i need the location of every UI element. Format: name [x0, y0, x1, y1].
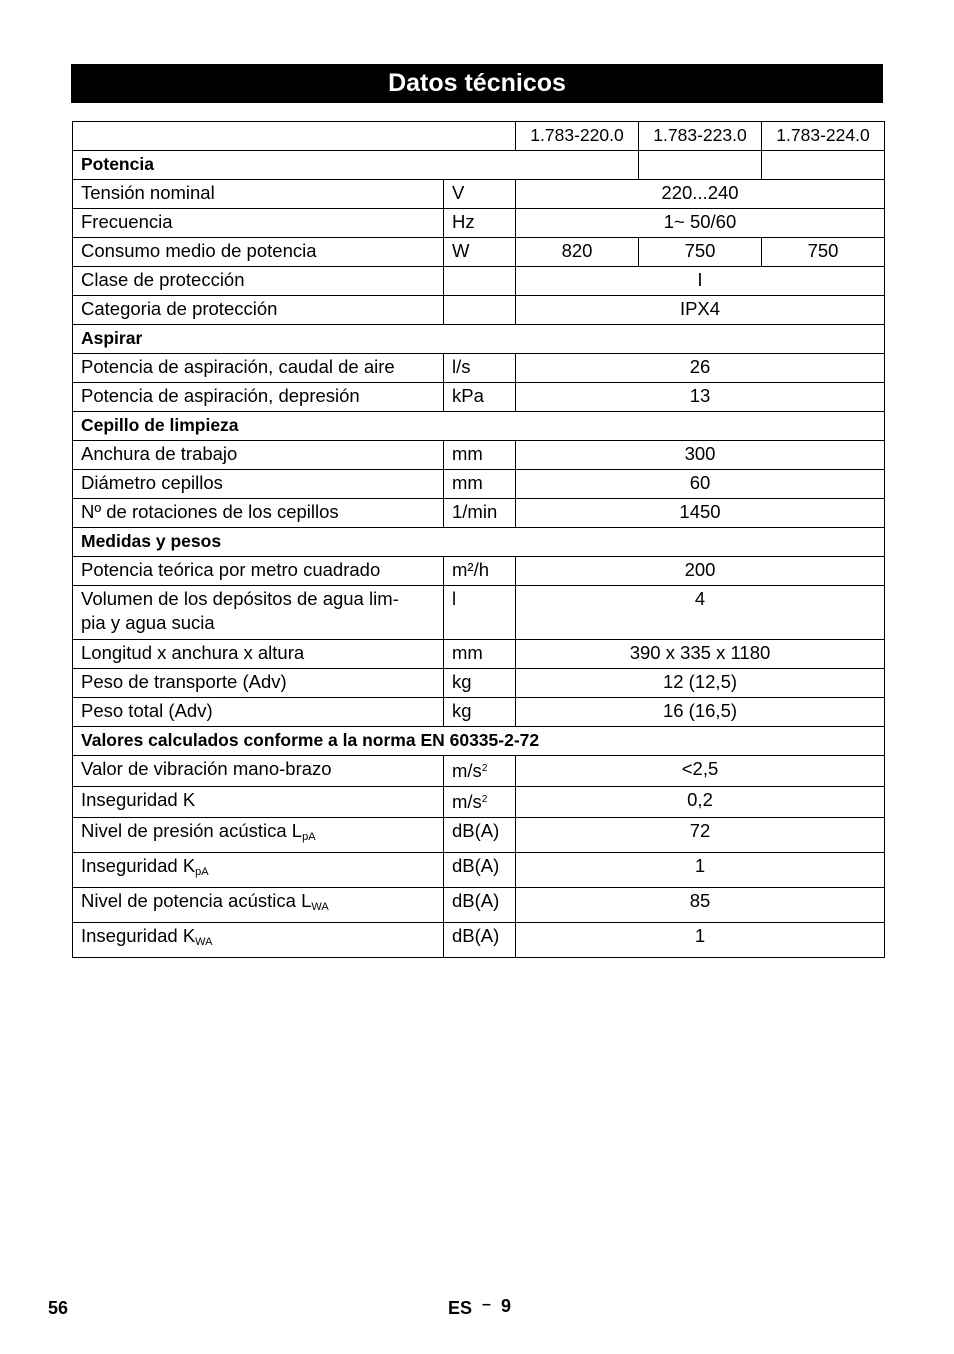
table-row: [73, 470, 885, 499]
section-row-cepillo: [73, 412, 885, 441]
row-label: Nº de rotaciones de los cepillos: [73, 499, 444, 528]
row-value: 60: [516, 470, 885, 499]
row-value: 220...240: [516, 180, 885, 209]
label-base: Nivel de potencia acústica L: [81, 890, 312, 911]
language-code: ES: [448, 1298, 473, 1318]
label-base: Inseguridad K: [81, 925, 196, 946]
section-title: Potencia: [73, 151, 639, 180]
row-label: Peso total (Adv): [73, 698, 444, 727]
row-unit: Hz: [444, 209, 516, 238]
row-label: Anchura de trabajo: [73, 441, 444, 470]
row-unit: W: [444, 238, 516, 267]
row-value: 1: [516, 923, 885, 958]
table-row: [73, 441, 885, 470]
page-title: Datos técnicos: [71, 64, 883, 103]
row-unit: dB(A): [444, 888, 516, 923]
table-row: [73, 853, 885, 888]
section-row-medidas: [73, 528, 885, 557]
table-row: [73, 180, 885, 209]
row-label: Longitud x anchura x altura: [73, 640, 444, 669]
empty-cell: [762, 151, 885, 180]
table-row: [73, 698, 885, 727]
row-label: [73, 818, 444, 853]
table-row: [73, 383, 885, 412]
unit-superscript: 2: [481, 794, 488, 805]
model-header: 1.783-220.0: [516, 122, 639, 151]
section-title: Medidas y pesos: [73, 528, 885, 557]
label-subscript: WA: [195, 936, 213, 948]
row-value: 4: [516, 586, 885, 640]
row-unit: dB(A): [444, 853, 516, 888]
table-row: [73, 209, 885, 238]
row-label-line: Volumen de los depósitos de agua lim-: [81, 588, 399, 609]
row-unit: [444, 756, 516, 787]
section-title: Cepillo de limpieza: [73, 412, 885, 441]
row-unit: l: [444, 586, 516, 640]
row-value: 0,2: [516, 787, 885, 818]
row-label: Clase de protección: [73, 267, 444, 296]
table-header-row: [73, 122, 885, 151]
row-unit: dB(A): [444, 818, 516, 853]
unit-base: m/s: [452, 760, 482, 781]
unit-superscript: 2: [481, 763, 488, 774]
row-unit: kg: [444, 669, 516, 698]
row-label: Potencia de aspiración, caudal de aire: [73, 354, 444, 383]
table-row: [73, 787, 885, 818]
row-value: 750: [639, 238, 762, 267]
section-title: Valores calculados conforme a la norma EN 60335-2-72: [73, 727, 885, 756]
technical-data-table: [72, 121, 885, 958]
empty-cell: [639, 151, 762, 180]
row-label: Tensión nominal: [73, 180, 444, 209]
label-base: Nivel de presión acústica L: [81, 820, 303, 841]
page-number: 56: [48, 1298, 69, 1318]
row-unit: l/s: [444, 354, 516, 383]
section-row-potencia: [73, 151, 885, 180]
model-header: 1.783-223.0: [639, 122, 762, 151]
row-unit: mm: [444, 470, 516, 499]
row-value: 26: [516, 354, 885, 383]
label-subscript: pA: [302, 831, 316, 843]
row-unit: mm: [444, 441, 516, 470]
table-row: [73, 818, 885, 853]
row-value: 750: [762, 238, 885, 267]
unit-base: m/s: [452, 791, 482, 812]
model-header: 1.783-224.0: [762, 122, 885, 151]
row-value: 85: [516, 888, 885, 923]
label-subscript: WA: [311, 901, 329, 913]
row-label: Peso de transporte (Adv): [73, 669, 444, 698]
table-row: [73, 296, 885, 325]
header-empty-cell: [73, 122, 516, 151]
table-row: [73, 238, 885, 267]
row-label: [73, 923, 444, 958]
table-row: [73, 669, 885, 698]
row-label: Inseguridad K: [73, 787, 444, 818]
row-value: 12 (12,5): [516, 669, 885, 698]
row-label: Valor de vibración mano-brazo: [73, 756, 444, 787]
section-title: Aspirar: [73, 325, 885, 354]
row-unit: 1/min: [444, 499, 516, 528]
row-value: 390 x 335 x 1180: [516, 640, 885, 669]
section-page-number: 9: [501, 1296, 512, 1316]
row-label: Potencia teórica por metro cuadrado: [73, 557, 444, 586]
row-value: IPX4: [516, 296, 885, 325]
row-unit: dB(A): [444, 923, 516, 958]
table-row: [73, 354, 885, 383]
row-unit: m²/h: [444, 557, 516, 586]
row-label: Consumo medio de potencia: [73, 238, 444, 267]
table-row: [73, 499, 885, 528]
row-unit: V: [444, 180, 516, 209]
row-value: 1: [516, 853, 885, 888]
row-value: <2,5: [516, 756, 885, 787]
label-subscript: pA: [195, 866, 209, 878]
table-row: [73, 267, 885, 296]
row-value: 1450: [516, 499, 885, 528]
table-row: [73, 923, 885, 958]
table-row: [73, 557, 885, 586]
label-base: Inseguridad K: [81, 855, 196, 876]
section-row-valores: [73, 727, 885, 756]
footer-separator: –: [482, 1296, 491, 1313]
row-value: 300: [516, 441, 885, 470]
row-value: 16 (16,5): [516, 698, 885, 727]
row-unit: [444, 296, 516, 325]
row-unit: [444, 267, 516, 296]
table-row: [73, 888, 885, 923]
row-label: Frecuencia: [73, 209, 444, 238]
row-unit: [444, 787, 516, 818]
row-label: [73, 853, 444, 888]
row-value: 72: [516, 818, 885, 853]
row-value: 200: [516, 557, 885, 586]
row-label-line: pia y agua sucia: [81, 612, 215, 633]
table-row: [73, 586, 885, 640]
row-label: Diámetro cepillos: [73, 470, 444, 499]
table-row: [73, 756, 885, 787]
row-value: 13: [516, 383, 885, 412]
row-value: I: [516, 267, 885, 296]
row-label: [73, 888, 444, 923]
row-label: Potencia de aspiración, depresión: [73, 383, 444, 412]
row-value: 1~ 50/60: [516, 209, 885, 238]
table-row: [73, 640, 885, 669]
row-value: 820: [516, 238, 639, 267]
section-row-aspirar: [73, 325, 885, 354]
row-unit: kPa: [444, 383, 516, 412]
row-unit: kg: [444, 698, 516, 727]
row-label: Categoria de protección: [73, 296, 444, 325]
row-unit: mm: [444, 640, 516, 669]
row-label: [73, 586, 444, 640]
